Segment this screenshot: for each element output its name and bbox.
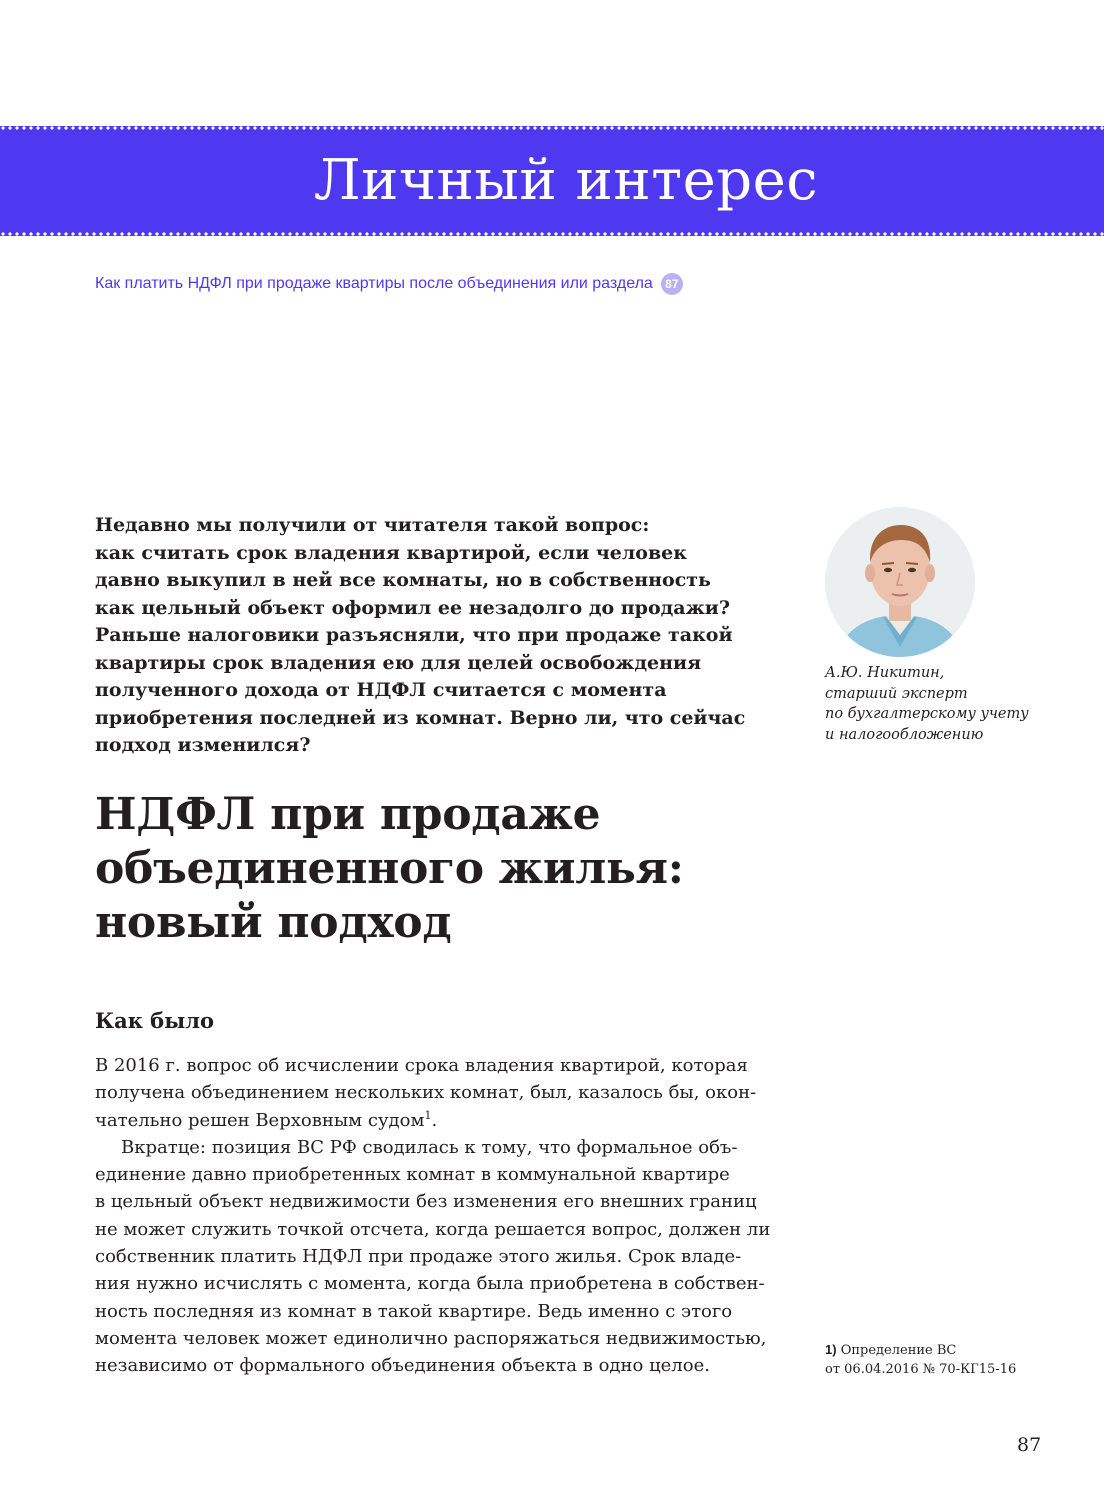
page-number: 87 bbox=[1017, 1434, 1042, 1456]
toc-page-badge: 87 bbox=[661, 273, 683, 295]
banner-top-edge bbox=[0, 126, 1104, 130]
footnote-line: от 06.04.2016 № 70-КГ15-16 bbox=[825, 1362, 1017, 1377]
footnote-line bbox=[825, 1340, 1085, 1360]
lead-line: полученного дохода от НДФЛ считается с момента bbox=[95, 679, 667, 701]
author-photo bbox=[825, 507, 975, 657]
headline-line: объединенного жилья: bbox=[95, 843, 684, 894]
lead-line: давно выкупил в ней все комнаты, но в собственность bbox=[95, 569, 711, 591]
body-line: в цельный объект недвижимости без изменения его внешних границ bbox=[95, 1191, 757, 1213]
body-line-with-footnote bbox=[95, 1107, 785, 1134]
body-line: Вкратце: позиция ВС РФ сводилась к тому, что формальное объ- bbox=[121, 1136, 738, 1158]
author-position-line: старший эксперт bbox=[825, 685, 968, 702]
banner-bottom-edge bbox=[0, 232, 1104, 236]
author-caption bbox=[825, 663, 1085, 745]
headline-line: новый подход bbox=[95, 897, 452, 948]
author-name: А.Ю. Никитин, bbox=[825, 665, 945, 681]
article-body bbox=[95, 1052, 785, 1380]
body-line: единение давно приобретенных комнат в коммунальной квартире bbox=[95, 1164, 730, 1186]
body-line: ния нужно исчислять с момента, когда была приобретена в собствен- bbox=[95, 1273, 765, 1295]
body-line: независимо от формального объединения объекта в одно целое. bbox=[95, 1355, 710, 1377]
section-subheading: Как было bbox=[95, 1008, 215, 1033]
lead-question bbox=[95, 512, 785, 760]
body-line: В 2016 г. вопрос об исчислении срока владения квартирой, которая bbox=[95, 1055, 748, 1076]
body-line: собственник платить НДФЛ при продаже этого жилья. Срок владе- bbox=[95, 1246, 742, 1268]
author-position-line: по бухгалтерскому учету bbox=[825, 706, 1029, 722]
body-line-text: чательно решен Верховным судом bbox=[95, 1109, 425, 1131]
lead-line: приобретения последней из комнат. Верно ли, что сейчас bbox=[95, 706, 746, 729]
footnote-reference[interactable]: 1 bbox=[424, 1108, 432, 1122]
body-line: не может служить точкой отсчета, когда решается вопрос, должен ли bbox=[95, 1218, 771, 1240]
toc-link[interactable] bbox=[95, 273, 683, 295]
footnote-text: Определение ВС bbox=[840, 1343, 957, 1358]
lead-line: Недавно мы получили от читателя такой вопрос: bbox=[95, 514, 650, 536]
headline-line: НДФЛ при продаже bbox=[95, 789, 601, 840]
lead-line: как цельный объект оформил ее незадолго до продажи? bbox=[95, 596, 731, 619]
lead-line: Раньше налоговики разъясняли, что при продаже такой bbox=[95, 624, 733, 646]
author-position-line: и налогообложению bbox=[825, 726, 984, 743]
body-line: ность последняя из комнат в такой квартире. Ведь именно с этого bbox=[95, 1300, 733, 1322]
body-line: момента человек может единолично распоряжаться недвижимостью, bbox=[95, 1327, 767, 1349]
footnote-number: 1) bbox=[825, 1342, 837, 1357]
section-title: Личный интерес bbox=[313, 148, 819, 213]
lead-line: квартиры срок владения ею для целей освобождения bbox=[95, 651, 702, 674]
footnote bbox=[825, 1340, 1085, 1379]
body-line-end: . bbox=[431, 1109, 438, 1131]
lead-line: подход изменился? bbox=[95, 734, 311, 756]
author-portrait-icon bbox=[825, 507, 975, 657]
body-line: получена объединением нескольких комнат, был, казалось бы, окон- bbox=[95, 1082, 757, 1104]
toc-link-text: Как платить НДФЛ при продаже квартиры после объединения или раздела bbox=[95, 275, 653, 292]
article-headline bbox=[95, 788, 795, 950]
lead-line: как считать срок владения квартирой, если человек bbox=[95, 541, 687, 564]
section-banner bbox=[0, 126, 1104, 236]
